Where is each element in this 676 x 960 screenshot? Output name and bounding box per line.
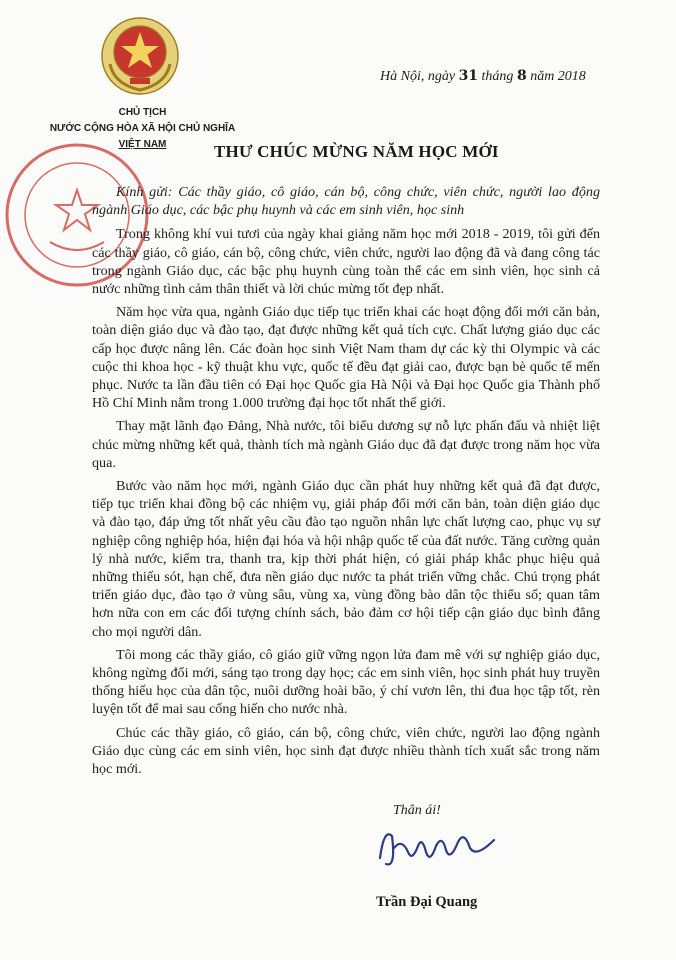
paragraph: Năm học vừa qua, ngành Giáo dục tiếp tục triển khai các hoạt động đổi mới căn bản, toàn diện giáo dục và đào tạo, đạt được những kết quả tích cực. Chất lượng giáo dục các cấp học được nâng lên. Các đoàn học sinh Việt Nam tham dự các kỳ thi Olympic và các cuộc thi khoa học - kỹ thuật khu vực, quốc tế đều đạt giải cao, được bạn bè quốc tế mến phục. Nước ta lần đầu tiên có Đại học Quốc gia Hà Nội và Đại học Quốc gia Thành phố Hồ Chí Minh nằm trong 1.000 trường đại học tốt nhất thế giới. [92,304,600,412]
date-prefix: Hà Nội, ngày [380,69,456,84]
date-month-label: tháng [481,69,514,84]
paragraph: Tôi mong các thầy giáo, cô giáo giữ vững ngọn lửa đam mê với sự nghiệp giáo dục, không ngừng đổi mới, sáng tạo trong dạy học; các em sinh viên, học sinh phát huy truyền thống hiếu học của dân tộc, nuôi dưỡng hoài bão, ý chí vươn lên, thi đua học tập tốt, rèn luyện tốt để mai sau cống hiến cho nước nhà. [92,646,600,718]
paragraph: Trong không khí vui tươi của ngày khai giảng năm học mới 2018 - 2019, tôi gửi đến các thầy giáo, cô giáo, cán bộ, công chức, viên chức, người lao động đã và đang công tác trong ngành Giáo dục, các bậc phụ huynh cùng toàn thể các em sinh viên, học sinh cả nước những tình cảm thân thiết và lời chúc mừng tốt đẹp nhất. [92,226,600,298]
paragraph: Thay mặt lãnh đạo Đảng, Nhà nước, tôi biểu dương sự nỗ lực phấn đấu và nhiệt liệt chúc mừng những kết quả, thành tích mà ngành Giáo dục đã đạt được trong năm học vừa qua. [92,418,600,471]
date-line [380,68,586,85]
signer-name: Trần Đại Quang [376,894,478,910]
issuer-country-name: VIỆT NAM [118,139,167,150]
letter-title: THƯ CHÚC MỪNG NĂM HỌC MỚI [214,142,499,161]
issuer-country-line: NƯỚC CỘNG HÒA XÃ HỘI CHỦ NGHĨA [49,123,236,134]
paragraph: Chúc các thầy giáo, cô giáo, cán bộ, công chức, viên chức, người lao động ngành Giáo dục cùng các em sinh viên, học sinh đạt được nhiều thành tích xuất sắc trong năm học mới. [92,724,600,778]
date-year: năm 2018 [530,69,586,84]
letter-body [92,183,600,783]
closing-salutation: Thân ái! [393,803,441,818]
paragraph: Bước vào năm học mới, ngành Giáo dục cần phát huy những kết quả đã đạt được, tiếp tục triển khai đồng bộ các nhiệm vụ, giải pháp đổi mới căn bản, toàn diện giáo dục và đào tạo, đáp ứng tốt nhất yêu cầu đào tạo nguồn nhân lực chất lượng cao, phục vụ sự nghiệp công nghiệp hóa, hiện đại hóa và hội nhập quốc tế của đất nước. Tăng cường quản lý nhà nước, kiểm tra, thanh tra, kịp thời phát hiện, có giải pháp khắc phục hiệu quả những thiếu sót, hạn chế, đưa nền giáo dục nước ta phát triển vững chắc. Chú trọng phát triển giáo dục, đào tạo ở vùng sâu, vùng xa, vùng đồng bào dân tộc thiểu số; quan tâm hơn nữa con em các đối tượng chính sách, bảo đảm cơ hội tiếp cận giáo dục bình đẳng cho mọi người dân. [92,478,600,640]
handwritten-signature [372,818,502,878]
national-emblem-icon [100,16,180,96]
date-month: 8 [516,68,527,84]
date-day: 31 [458,68,479,84]
issuer-title: CHỦ TỊCH [118,107,167,118]
greeting-line: Kính gửi: Các thầy giáo, cô giáo, cán bộ, công chức, viên chức, người lao động ngành Giáo dục, các bậc phụ huynh và các em sinh viên, học sinh [92,184,600,219]
